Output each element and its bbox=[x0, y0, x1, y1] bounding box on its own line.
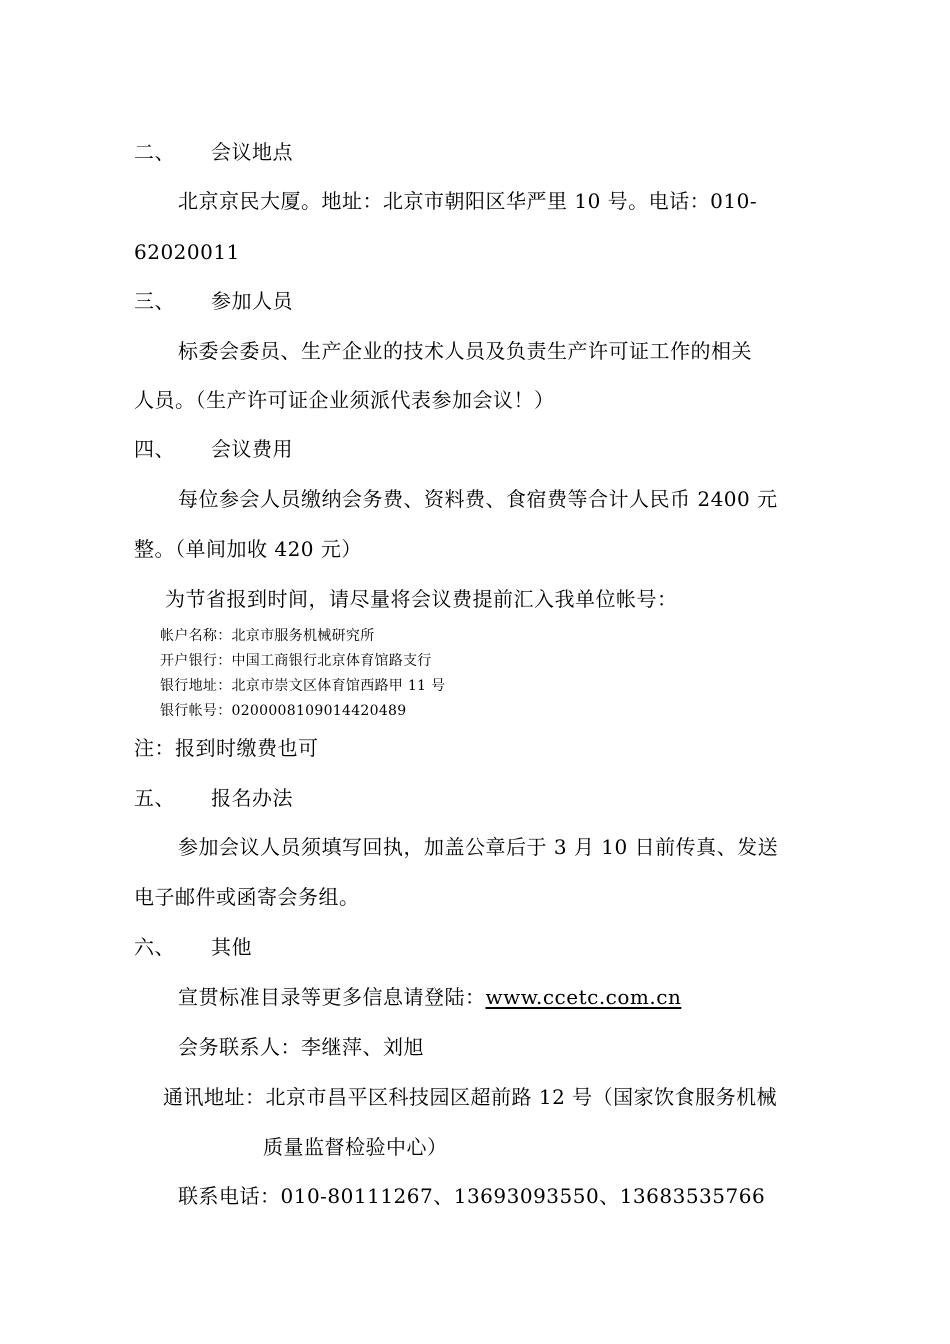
phone-line: 联系电话：010-80111267、13693093550、13683535766 bbox=[178, 1184, 766, 1208]
section-3-title: 参加人员 bbox=[211, 289, 293, 313]
account-number: 银行帐号：0200008109014420489 bbox=[160, 703, 407, 719]
prepay-note: 为节省报到时间，请尽量将会议费提前汇入我单位帐号： bbox=[165, 587, 678, 611]
section-2-title: 会议地点 bbox=[211, 140, 293, 164]
payment-footnote: 注：报到时缴费也可 bbox=[134, 736, 319, 760]
website-link[interactable]: www.ccetc.com.cn bbox=[485, 985, 682, 1009]
section-3-text-line2: 人员。（生产许可证企业须派代表参加会议！） bbox=[134, 388, 555, 412]
account-bank: 开户银行：中国工商银行北京体育馆路支行 bbox=[160, 653, 432, 669]
website-line bbox=[178, 985, 681, 1009]
section-2-number: 二、 bbox=[134, 140, 175, 164]
website-label: 宣贯标准目录等更多信息请登陆： bbox=[178, 985, 486, 1009]
address-line2: 质量监督检验中心） bbox=[263, 1135, 448, 1159]
section-6-title: 其他 bbox=[211, 935, 252, 959]
section-5-title: 报名办法 bbox=[211, 786, 293, 810]
section-4-title: 会议费用 bbox=[211, 437, 293, 461]
section-4-number: 四、 bbox=[134, 437, 175, 461]
section-2-text-line1: 北京京民大厦。地址：北京市朝阳区华严里 10 号。电话：010- bbox=[178, 189, 758, 213]
section-5-text-line2: 电子邮件或函寄会务组。 bbox=[134, 885, 360, 909]
section-6-number: 六、 bbox=[134, 935, 175, 959]
section-4-text-line1: 每位参会人员缴纳会务费、资料费、食宿费等合计人民币 2400 元 bbox=[178, 487, 778, 511]
contacts-line: 会务联系人：李继萍、刘旭 bbox=[178, 1035, 424, 1059]
section-3-number: 三、 bbox=[134, 289, 175, 313]
account-name: 帐户名称：北京市服务机械研究所 bbox=[160, 628, 375, 644]
section-4-text-line2: 整。（单间加收 420 元） bbox=[134, 537, 362, 561]
section-3-text-line1: 标委会委员、生产企业的技术人员及负责生产许可证工作的相关 bbox=[178, 339, 752, 363]
account-bank-address: 银行地址：北京市崇文区体育馆西路甲 11 号 bbox=[160, 678, 446, 694]
section-5-number: 五、 bbox=[134, 786, 175, 810]
address-line1: 通讯地址：北京市昌平区科技园区超前路 12 号（国家饮食服务机械 bbox=[163, 1085, 778, 1109]
section-2-text-line2: 62020011 bbox=[134, 240, 240, 264]
section-5-text-line1: 参加会议人员须填写回执，加盖公章后于 3 月 10 日前传真、发送 bbox=[178, 835, 779, 859]
